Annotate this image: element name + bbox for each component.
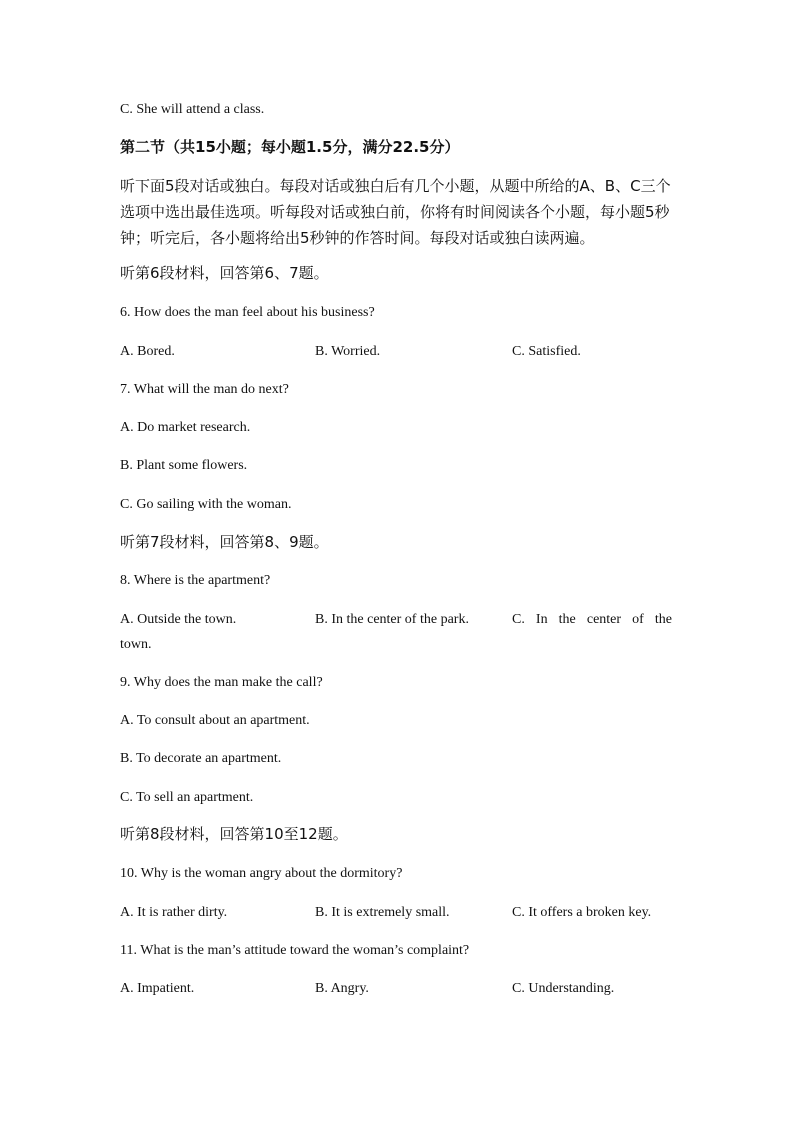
question-10: 10. Why is the woman angry about the dormitory? [120,866,403,881]
q10-option-c: C. It offers a broken key. [512,905,652,920]
q10-option-b: B. It is extremely small. [315,905,450,920]
q9-option-c: C. To sell an apartment. [120,790,254,805]
q8-option-c-word: the [654,612,672,627]
section-title: 第二节（共15小题；每小题1.5分，满分22.5分） [120,138,460,156]
q6-option-b: B. Worried. [315,344,381,359]
segment-6-heading: 听第6段材料，回答第6、7题。 [120,264,329,282]
q8-option-c [512,611,672,629]
q8-option-c-word: center [586,612,622,627]
segment-7-heading: 听第7段材料，回答第8、9题。 [120,533,329,551]
question-11: 11. What is the man’s attitude toward the woman’s complaint? [120,943,470,958]
q8-option-c-word: of [632,612,644,627]
q8-option-c-word: In [535,612,548,627]
q9-option-a: A. To consult about an apartment. [120,713,310,728]
q8-option-c-word: the [558,612,576,627]
q8-option-c-continued: town. [120,637,152,652]
question-6: 6. How does the man feel about his business? [120,305,375,320]
q9-option-b: B. To decorate an apartment. [120,751,282,766]
q7-option-a: A. Do market research. [120,420,251,435]
section-instructions: 听下面5段对话或独白。每段对话或独白后有几个小题，从题中所给的A、B、C三个选项中选出最佳选项。听每段对话或独白前，你将有时间阅读各个小题，每小题5秒钟；听完后，各小题将给出5秒钟的作答时间。每段对话或独白读两遍。 [120,177,671,247]
q7-option-b: B. Plant some flowers. [120,458,248,473]
question-7: 7. What will the man do next? [120,382,289,397]
segment-8-heading: 听第8段材料，回答第10至12题。 [120,825,348,843]
q11-option-a: A. Impatient. [120,981,195,996]
question-9: 9. Why does the man make the call? [120,675,323,690]
q10-option-a: A. It is rather dirty. [120,905,228,920]
q7-option-c: C. Go sailing with the woman. [120,497,292,512]
q6-option-a: A. Bored. [120,344,175,359]
q5-option-c: C. She will attend a class. [120,102,265,117]
q11-option-c: C. Understanding. [512,981,615,996]
q11-option-b: B. Angry. [315,981,369,996]
q8-option-c-word: C. [512,612,525,627]
question-8: 8. Where is the apartment? [120,573,271,588]
q6-option-c: C. Satisfied. [512,344,581,359]
q8-option-b: B. In the center of the park. [315,612,469,627]
q8-option-a: A. Outside the town. [120,612,237,627]
